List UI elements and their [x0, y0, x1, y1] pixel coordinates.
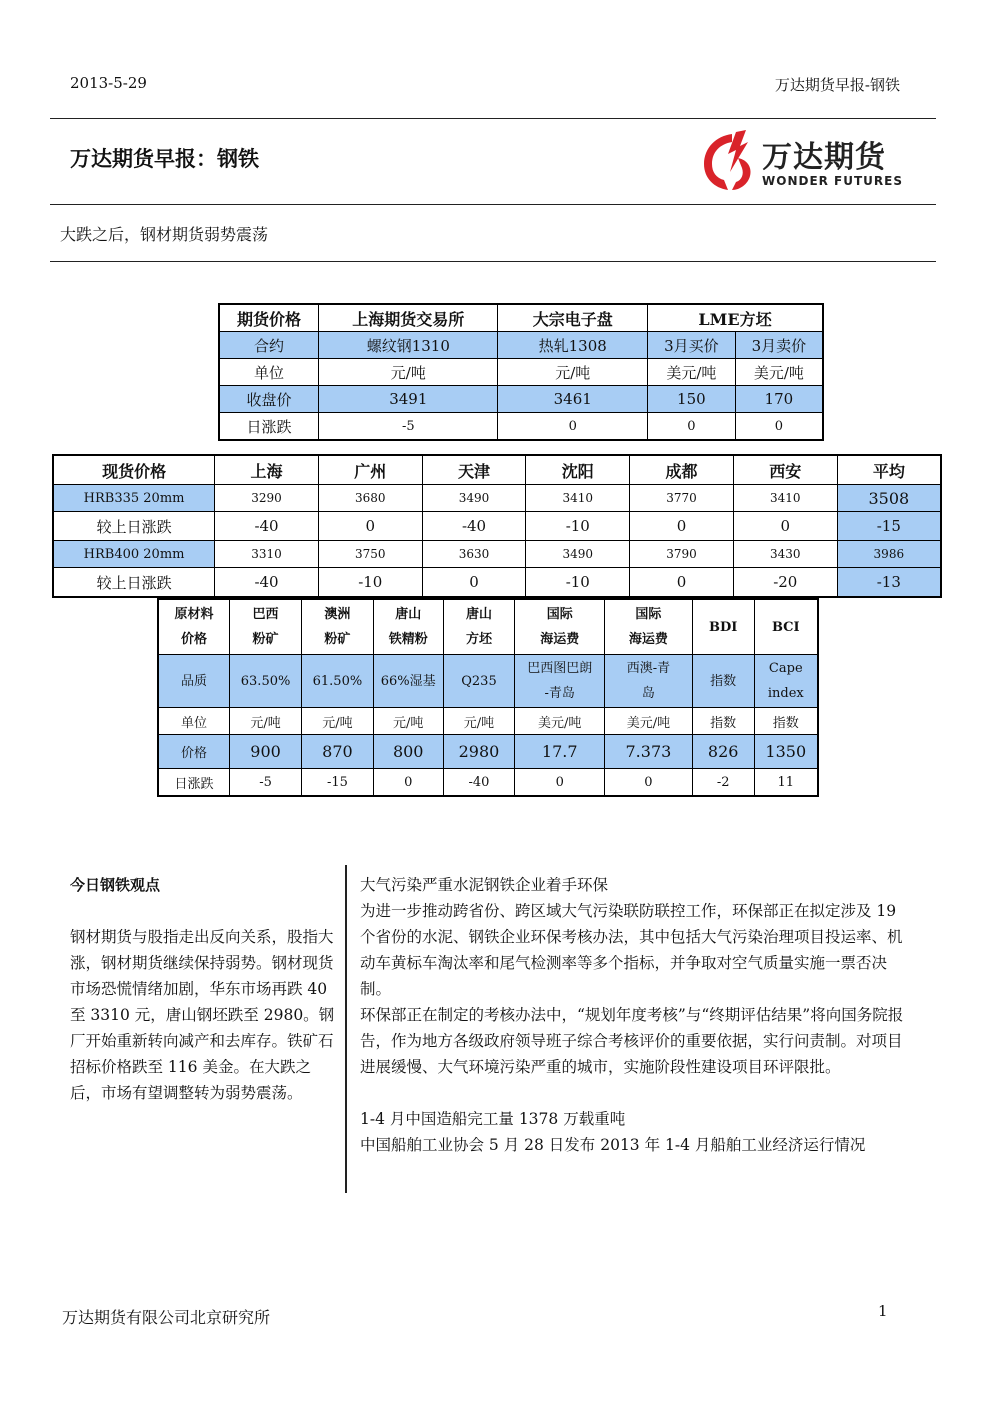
- table-cell: -40: [215, 512, 319, 541]
- divider: [50, 261, 936, 262]
- row-label: HRB400 20mm: [53, 541, 215, 568]
- table-cell: 美元/吨: [605, 708, 693, 735]
- divider: [50, 118, 936, 119]
- table-cell: 0: [318, 512, 422, 541]
- table-cell: -10: [526, 512, 630, 541]
- company-logo: [698, 128, 908, 192]
- table-cell: 61.50%: [301, 655, 373, 708]
- table-header: 上海: [215, 455, 319, 485]
- table-cell: -13: [837, 568, 941, 598]
- table-cell: 3月买价: [647, 332, 735, 359]
- table-cell: 0: [422, 568, 526, 598]
- table-cell: 螺纹钢1310: [319, 332, 498, 359]
- table-cell: 美元/吨: [735, 359, 823, 386]
- table-cell: 3986: [837, 541, 941, 568]
- table-cell: 巴西图巴朗 -青岛: [515, 655, 605, 708]
- table-cell: Cape index: [754, 655, 818, 708]
- table-cell: 0: [373, 769, 443, 797]
- row-label: 合约: [219, 332, 319, 359]
- row-label: 品质: [158, 655, 230, 708]
- news-paragraph: 环保部正在制定的考核办法中，“规划年度考核”与“终期评估结果”将向国务院报告，作为地方各级政府领导班子综合考核评价的重要依据，实行问责制。对项目进展缓慢、大气环境污染严重的城市，实施阶段性建设项目环评限批。: [360, 1006, 904, 1076]
- table-header: 现货价格: [53, 455, 215, 485]
- page-title: 万达期货早报：钢铁: [70, 147, 259, 171]
- table-header: LME方坯: [647, 304, 823, 332]
- table-cell: 3461: [498, 386, 648, 413]
- table-cell: -40: [443, 769, 515, 797]
- news-title: 大气污染严重水泥钢铁企业着手环保: [360, 876, 609, 894]
- table-cell: 指数: [692, 655, 754, 708]
- table-cell: 3月卖价: [735, 332, 823, 359]
- table-cell: 63.50%: [230, 655, 302, 708]
- table-header: 大宗电子盘: [498, 304, 648, 332]
- row-label: 单位: [219, 359, 319, 386]
- logo-text-cn: 万达期货: [762, 140, 886, 175]
- table-cell: 170: [735, 386, 823, 413]
- table-cell: 3770: [630, 485, 734, 512]
- table-cell: 2980: [443, 735, 515, 769]
- table-header: 巴西 粉矿: [230, 599, 302, 655]
- table-cell: 870: [301, 735, 373, 769]
- table-cell: 66%湿基: [373, 655, 443, 708]
- table-cell: -15: [837, 512, 941, 541]
- news-paragraph: 为进一步推动跨省份、跨区域大气污染联防联控工作，环保部正在拟定涉及 19 个省份的水泥、钢铁企业环保考核办法，其中包括大气污染治理项目投运率、机动车黄标车淘汰率和尾气检测率等多个指标，并争取对空气质量实施一票否决制。: [360, 902, 903, 998]
- viewpoint-heading: 今日钢铁观点: [70, 876, 161, 894]
- table-header: BDI: [692, 599, 754, 655]
- table-cell: 17.7: [515, 735, 605, 769]
- table-cell: 西澳-青 岛: [605, 655, 693, 708]
- table-cell: 美元/吨: [647, 359, 735, 386]
- table-cell: -5: [230, 769, 302, 797]
- table-header: 西安: [733, 455, 837, 485]
- table-cell: 指数: [754, 708, 818, 735]
- table-header: 澳洲 粉矿: [301, 599, 373, 655]
- table-header: 国际 海运费: [605, 599, 693, 655]
- table-cell: -40: [215, 568, 319, 598]
- table-cell: 0: [515, 769, 605, 797]
- table-cell: 3410: [733, 485, 837, 512]
- table-header: 国际 海运费: [515, 599, 605, 655]
- row-label: 价格: [158, 735, 230, 769]
- table-cell: 0: [647, 413, 735, 441]
- table-cell: 826: [692, 735, 754, 769]
- table-cell: 7.373: [605, 735, 693, 769]
- table-cell: 元/吨: [498, 359, 648, 386]
- futures-price-table: [218, 303, 824, 441]
- table-cell: 0: [605, 769, 693, 797]
- table-cell: 3630: [422, 541, 526, 568]
- table-header: BCI: [754, 599, 818, 655]
- row-label: 较上日涨跌: [53, 568, 215, 598]
- table-header: 平均: [837, 455, 941, 485]
- table-cell: 900: [230, 735, 302, 769]
- table-cell: 元/吨: [301, 708, 373, 735]
- table-cell: -20: [733, 568, 837, 598]
- table-cell: 0: [735, 413, 823, 441]
- logo-mark-icon: [698, 128, 758, 192]
- page-number: 1: [878, 1302, 888, 1320]
- table-header: 上海期货交易所: [319, 304, 498, 332]
- news-title: 1-4 月中国造船完工量 1378 万载重吨: [360, 1110, 626, 1128]
- table-cell: 0: [733, 512, 837, 541]
- table-header: 成都: [630, 455, 734, 485]
- divider: [50, 204, 936, 205]
- table-cell: 元/吨: [319, 359, 498, 386]
- table-cell: 0: [630, 512, 734, 541]
- table-cell: 3410: [526, 485, 630, 512]
- table-header: 广州: [318, 455, 422, 485]
- news-column: [360, 872, 910, 1158]
- table-header: 原材料 价格: [158, 599, 230, 655]
- table-cell: 元/吨: [443, 708, 515, 735]
- spot-price-table: [52, 454, 942, 598]
- row-label: 日涨跌: [219, 413, 319, 441]
- table-cell: -40: [422, 512, 526, 541]
- header-report-name: 万达期货早报-钢铁: [774, 76, 900, 94]
- viewpoint-body: 钢材期货与股指走出反向关系，股指大涨，钢材期货继续保持弱势。钢材现货市场恐慌情绪加剧，华东市场再跌 40 至 3310 元，唐山钢坯跌至 2980。钢厂开始重新转向减产和去库存。铁矿石招标价格跌至 116 美金。在大跌之后，市场有望调整转为弱势震荡。: [70, 928, 335, 1102]
- table-cell: 3508: [837, 485, 941, 512]
- table-cell: 指数: [692, 708, 754, 735]
- table-header: 天津: [422, 455, 526, 485]
- table-cell: 3790: [630, 541, 734, 568]
- row-label: HRB335 20mm: [53, 485, 215, 512]
- report-date: 2013-5-29: [70, 74, 147, 92]
- table-cell: 3490: [422, 485, 526, 512]
- table-header: 沈阳: [526, 455, 630, 485]
- row-label: 较上日涨跌: [53, 512, 215, 541]
- logo-text-en: WONDER FUTURES: [762, 174, 904, 188]
- raw-material-table: [157, 598, 819, 797]
- table-cell: 美元/吨: [515, 708, 605, 735]
- table-cell: -2: [692, 769, 754, 797]
- table-cell: 0: [498, 413, 648, 441]
- table-header: 期货价格: [219, 304, 319, 332]
- table-cell: Q235: [443, 655, 515, 708]
- table-cell: 3490: [526, 541, 630, 568]
- table-cell: 11: [754, 769, 818, 797]
- table-cell: -15: [301, 769, 373, 797]
- table-cell: -10: [526, 568, 630, 598]
- row-label: 收盘价: [219, 386, 319, 413]
- table-cell: 3290: [215, 485, 319, 512]
- news-paragraph: 中国船舶工业协会 5 月 28 日发布 2013 年 1-4 月船舶工业经济运行情况: [360, 1136, 866, 1154]
- column-divider: [345, 865, 347, 1193]
- table-cell: 3430: [733, 541, 837, 568]
- table-cell: 3310: [215, 541, 319, 568]
- table-cell: 热轧1308: [498, 332, 648, 359]
- row-label: 单位: [158, 708, 230, 735]
- row-label: 日涨跌: [158, 769, 230, 797]
- table-cell: -10: [318, 568, 422, 598]
- table-cell: 元/吨: [230, 708, 302, 735]
- table-header: 唐山 方坯: [443, 599, 515, 655]
- table-cell: 3680: [318, 485, 422, 512]
- footer-company: 万达期货有限公司北京研究所: [62, 1308, 271, 1327]
- table-cell: 1350: [754, 735, 818, 769]
- viewpoint-column: [70, 872, 338, 1106]
- table-cell: 3491: [319, 386, 498, 413]
- table-cell: 元/吨: [373, 708, 443, 735]
- table-cell: 3750: [318, 541, 422, 568]
- table-cell: -5: [319, 413, 498, 441]
- table-header: 唐山 铁精粉: [373, 599, 443, 655]
- table-cell: 0: [630, 568, 734, 598]
- subtitle: 大跌之后，钢材期货弱势震荡: [60, 225, 269, 244]
- table-cell: 800: [373, 735, 443, 769]
- table-cell: 150: [647, 386, 735, 413]
